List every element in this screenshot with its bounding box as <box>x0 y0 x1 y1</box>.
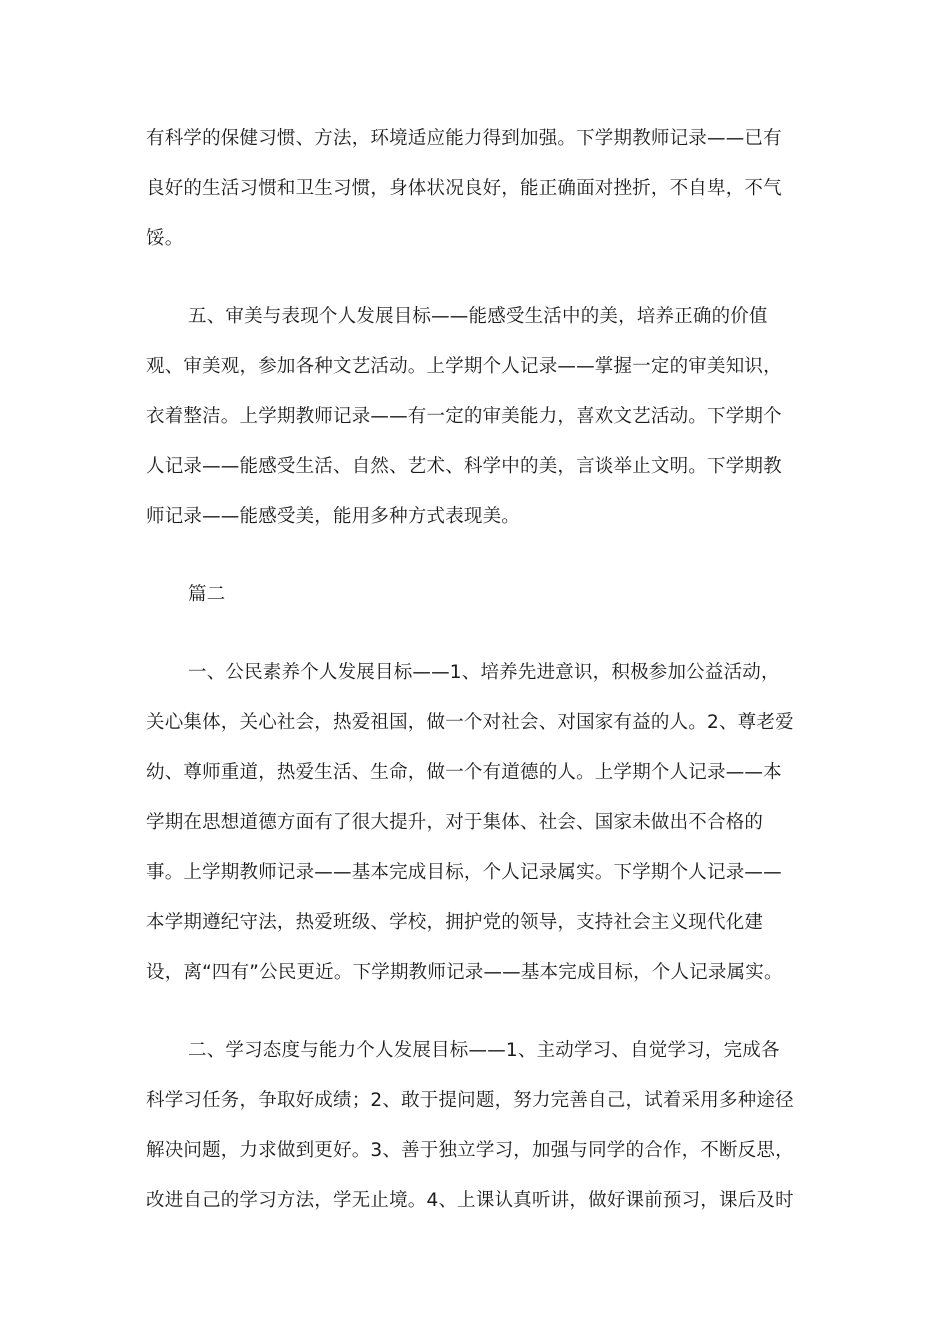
paragraph-line: 师记录——能感受美，能用多种方式表现美。 <box>146 506 521 527</box>
section-heading: 篇二 <box>188 584 226 605</box>
paragraph-line: 本学期遵纪守法，热爱班级、学校，拥护党的领导，支持社会主义现代化建 <box>146 912 764 933</box>
paragraph-line: 科学习任务，争取好成绩；2、敢于提问题，努力完善自己，试着采用多种途径 <box>146 1090 794 1111</box>
paragraph-line: 馁。 <box>146 228 184 249</box>
paragraph-line: 事。上学期教师记录——基本完成目标，个人记录属实。下学期个人记录—— <box>146 862 782 883</box>
paragraph-line: 一、公民素养个人发展目标——1、培养先进意识，积极参加公益活动， <box>188 662 780 683</box>
paragraph-line: 关心集体，关心社会，热爱祖国，做一个对社会、对国家有益的人。2、尊老爱 <box>146 712 794 733</box>
paragraph-line: 改进自己的学习方法，学无止境。4、上课认真听讲，做好课前预习，课后及时 <box>146 1190 794 1211</box>
paragraph-line: 良好的生活习惯和卫生习惯，身体状况良好，能正确面对挫折，不自卑，不气 <box>146 178 782 199</box>
paragraph-line: 学期在思想道德方面有了很大提升，对于集体、社会、国家未做出不合格的 <box>146 812 764 833</box>
paragraph-line: 衣着整洁。上学期教师记录——有一定的审美能力，喜欢文艺活动。下学期个 <box>146 406 782 427</box>
paragraph-line: 观、审美观，参加各种文艺活动。上学期个人记录——掌握一定的审美知识， <box>146 356 782 377</box>
paragraph-line: 设，离“四有”公民更近。下学期教师记录——基本完成目标，个人记录属实。 <box>146 962 783 983</box>
paragraph-line: 人记录——能感受生活、自然、艺术、科学中的美，言谈举止文明。下学期教 <box>146 456 782 477</box>
paragraph-line: 幼、尊师重道，热爱生活、生命，做一个有道德的人。上学期个人记录——本 <box>146 762 782 783</box>
paragraph-line: 五、审美与表现个人发展目标——能感受生活中的美，培养正确的价值 <box>188 306 768 327</box>
paragraph-line: 解决问题，力求做到更好。3、善于独立学习，加强与同学的合作，不断反思， <box>146 1140 794 1161</box>
paragraph-line: 二、学习态度与能力个人发展目标——1、主动学习、自觉学习，完成各 <box>188 1040 780 1061</box>
paragraph-line: 有科学的保健习惯、方法，环境适应能力得到加强。下学期教师记录——已有 <box>146 128 782 149</box>
